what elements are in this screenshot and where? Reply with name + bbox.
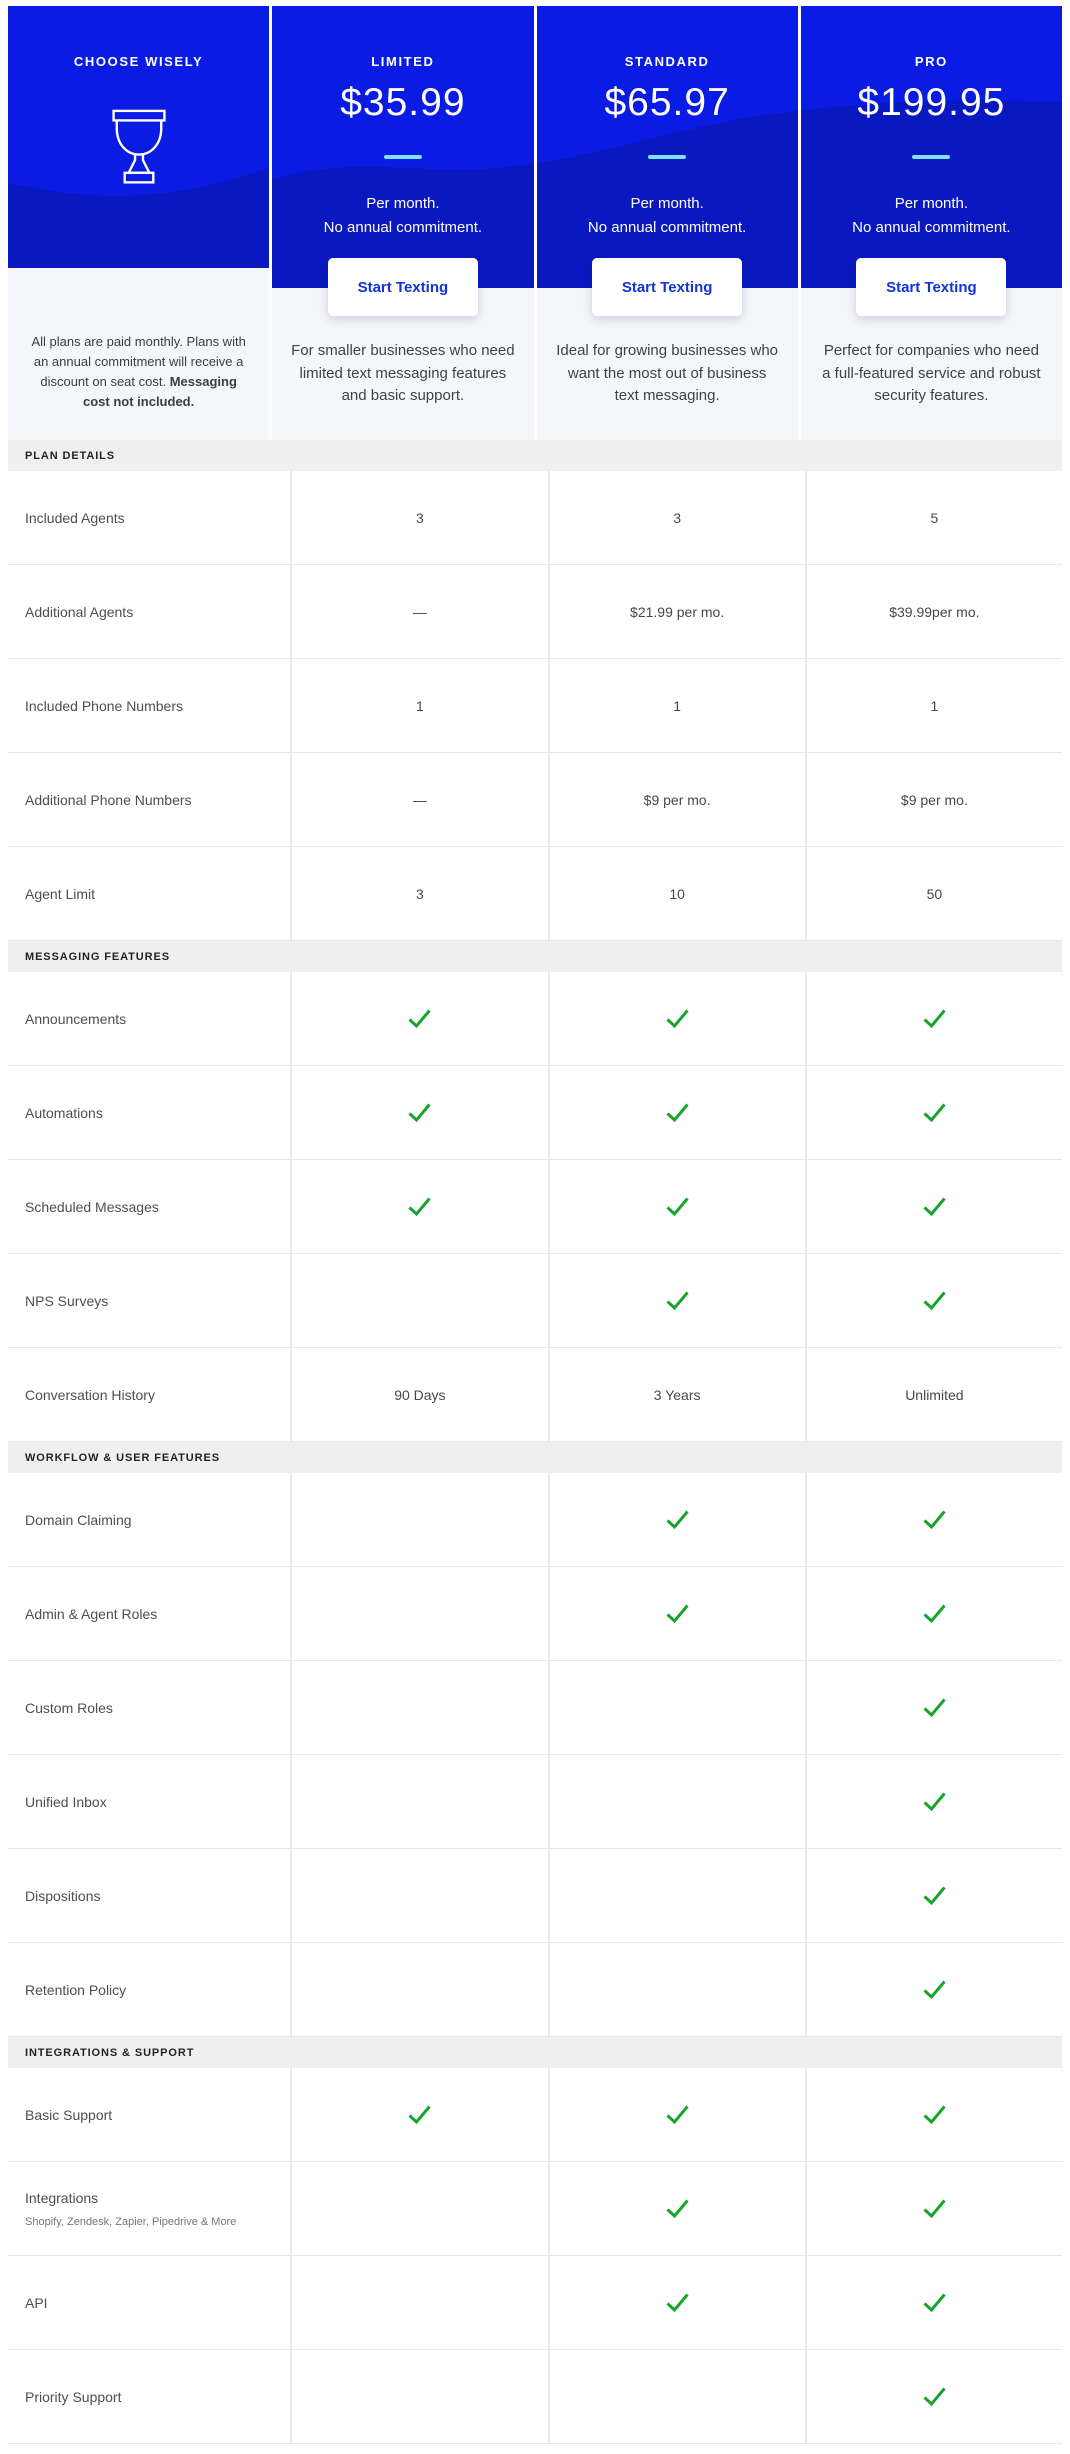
feature-label: Basic Support: [25, 2106, 113, 2123]
feature-label-cell: [8, 753, 290, 846]
plans-header-row: [8, 6, 1062, 440]
plan-description: Ideal for growing businesses who want the most out of business text messaging.: [537, 288, 798, 440]
feature-value-cell: [290, 471, 547, 564]
feature-value: 90 Days: [394, 1386, 446, 1403]
feature-value-cell: [548, 2162, 805, 2255]
check-icon: [922, 1102, 947, 1123]
choose-wisely-title: CHOOSE WISELY: [73, 54, 204, 69]
feature-value-cell: [548, 1849, 805, 1942]
feature-label: Domain Claiming: [25, 1511, 132, 1528]
section-header: [8, 1442, 1062, 1473]
table-row: [8, 1160, 1062, 1254]
feature-value-cell: [548, 2256, 805, 2349]
feature-label: Additional Agents: [25, 603, 134, 620]
feature-value-cell: [805, 2068, 1062, 2161]
plan-price: $35.99: [340, 81, 466, 124]
price-underline: [912, 155, 950, 159]
plan-column-standard: [537, 6, 798, 440]
feature-value-cell: [805, 1473, 1062, 1566]
intro-column: [8, 6, 269, 440]
check-icon: [407, 1008, 432, 1029]
feature-label-cell: [8, 972, 290, 1065]
feature-label: Integrations: [25, 2189, 99, 2206]
feature-value: 10: [669, 885, 685, 902]
feature-value-cell: [548, 1755, 805, 1848]
feature-label-cell: [8, 1661, 290, 1754]
check-icon: [665, 1603, 690, 1624]
check-icon: [665, 1290, 690, 1311]
feature-sublabel: Shopify, Zendesk, Zapier, Pipedrive & More: [25, 2215, 237, 2228]
feature-value-cell: [290, 659, 547, 752]
table-row: [8, 2256, 1062, 2350]
plan-period: Per month. No annual commitment.: [587, 195, 747, 236]
check-icon: [665, 2104, 690, 2125]
feature-value: 3: [673, 509, 682, 526]
table-row: [8, 1473, 1062, 1567]
feature-value-cell: [548, 1473, 805, 1566]
feature-value-cell: [805, 2162, 1062, 2255]
table-row: [8, 565, 1062, 659]
feature-value-cell: [290, 2256, 547, 2349]
section-title: MESSAGING FEATURES: [25, 950, 170, 963]
table-row: [8, 1661, 1062, 1755]
check-icon: [922, 1885, 947, 1906]
check-icon: [407, 2104, 432, 2125]
feature-value-cell: [290, 565, 547, 658]
feature-label: Additional Phone Numbers: [25, 791, 192, 808]
check-icon: [665, 1509, 690, 1530]
feature-value-cell: [290, 2350, 547, 2443]
table-row: [8, 1254, 1062, 1348]
check-icon: [665, 1008, 690, 1029]
feature-value-cell: [548, 1661, 805, 1754]
feature-label: Agent Limit: [25, 885, 96, 902]
feature-value-cell: [290, 1473, 547, 1566]
feature-value: 3: [415, 885, 424, 902]
section-header: [8, 2037, 1062, 2068]
feature-value-cell: [548, 2068, 805, 2161]
plan-panel-limited: [272, 6, 533, 296]
feature-value-cell: [805, 1348, 1062, 1441]
plan-column-limited: [272, 6, 533, 440]
feature-label-cell: [8, 1348, 290, 1441]
feature-label-cell: [8, 2256, 290, 2349]
feature-value-cell: [805, 1567, 1062, 1660]
feature-value-cell: [548, 2350, 805, 2443]
feature-value-cell: [805, 1849, 1062, 1942]
feature-label-cell: [8, 1567, 290, 1660]
feature-label: Admin & Agent Roles: [25, 1605, 158, 1622]
feature-value-cell: [805, 1661, 1062, 1754]
table-row: [8, 1943, 1062, 2037]
check-icon: [665, 1196, 690, 1217]
plan-description: Perfect for companies who need a full-featured service and robust security features.: [801, 288, 1062, 440]
feature-label: Conversation History: [25, 1386, 155, 1403]
feature-value-cell: [548, 1254, 805, 1347]
feature-label-cell: [8, 1849, 290, 1942]
feature-value: $21.99 per mo.: [630, 603, 725, 620]
feature-value-cell: [548, 659, 805, 752]
table-row: [8, 972, 1062, 1066]
feature-label: Scheduled Messages: [25, 1198, 159, 1215]
feature-label: Custom Roles: [25, 1699, 113, 1716]
feature-label-cell: [8, 1755, 290, 1848]
feature-value-cell: [805, 1755, 1062, 1848]
check-icon: [922, 2386, 947, 2407]
feature-label: Included Phone Numbers: [25, 697, 183, 714]
feature-label: API: [25, 2294, 48, 2311]
feature-label: Dispositions: [25, 1887, 101, 1904]
section-header: [8, 440, 1062, 471]
feature-value-cell: [805, 1160, 1062, 1253]
feature-value-cell: [548, 1066, 805, 1159]
feature-value-cell: [290, 1160, 547, 1253]
feature-value-cell: [290, 1254, 547, 1347]
start-texting-button[interactable]: Start Texting: [856, 258, 1006, 316]
feature-value: 50: [926, 885, 943, 902]
table-row: [8, 2162, 1062, 2256]
feature-value-cell: [548, 753, 805, 846]
check-icon: [922, 1509, 947, 1530]
feature-value-cell: [290, 1661, 547, 1754]
feature-value-cell: [290, 1943, 547, 2036]
feature-value: 1: [673, 697, 682, 714]
feature-label: Announcements: [25, 1010, 127, 1027]
price-underline: [648, 155, 686, 159]
feature-label-cell: [8, 2068, 290, 2161]
table-row: [8, 1755, 1062, 1849]
table-row: [8, 753, 1062, 847]
check-icon: [665, 1102, 690, 1123]
plans-note: [8, 268, 269, 440]
plan-period: Per month. No annual commitment.: [323, 195, 483, 236]
feature-value-cell: [290, 972, 547, 1065]
start-texting-button[interactable]: Start Texting: [328, 258, 478, 316]
check-icon: [922, 2104, 947, 2125]
plan-name: PRO: [914, 54, 948, 69]
feature-value-cell: [290, 1755, 547, 1848]
feature-label-cell: [8, 2350, 290, 2443]
section-title: WORKFLOW & USER FEATURES: [25, 1451, 220, 1464]
feature-label: Unified Inbox: [25, 1793, 107, 1810]
feature-value-cell: [548, 972, 805, 1065]
feature-value-cell: [548, 1160, 805, 1253]
plan-description: For smaller businesses who need limited text messaging features and basic support.: [272, 288, 533, 440]
feature-label-cell: [8, 1066, 290, 1159]
plans-note-text: All plans are paid monthly. Plans with an annual commitment will receive a discount on seat cost.: [31, 334, 246, 390]
feature-value-cell: [548, 1348, 805, 1441]
feature-value: 3: [415, 509, 424, 526]
check-icon: [922, 1603, 947, 1624]
table-row: [8, 1849, 1062, 1943]
table-row: [8, 659, 1062, 753]
table-row: [8, 1567, 1062, 1661]
feature-label-cell: [8, 565, 290, 658]
check-icon: [922, 1791, 947, 1812]
feature-value: $39.99per mo.: [889, 603, 980, 620]
feature-label-cell: [8, 2162, 290, 2255]
plan-name: LIMITED: [371, 54, 435, 69]
feature-value-cell: [290, 1567, 547, 1660]
feature-value: —: [412, 603, 427, 620]
feature-value-cell: [805, 847, 1062, 940]
feature-sections: [8, 440, 1062, 2444]
feature-value: Unlimited: [905, 1386, 964, 1403]
feature-value-cell: [290, 2068, 547, 2161]
feature-value: $9 per mo.: [643, 791, 711, 808]
feature-label-cell: [8, 1473, 290, 1566]
feature-label-cell: [8, 847, 290, 940]
feature-value-cell: [548, 471, 805, 564]
feature-label-cell: [8, 1254, 290, 1347]
table-row: [8, 1348, 1062, 1442]
feature-value-cell: [548, 1567, 805, 1660]
plans-note-bold: Messaging cost not included.: [83, 374, 237, 410]
feature-value-cell: [805, 471, 1062, 564]
feature-value: 3 Years: [653, 1386, 701, 1403]
feature-label: Included Agents: [25, 509, 125, 526]
check-icon: [665, 2198, 690, 2219]
check-icon: [922, 1697, 947, 1718]
choose-wisely-panel: [8, 6, 269, 268]
check-icon: [922, 1196, 947, 1217]
feature-value-cell: [290, 2162, 547, 2255]
check-icon: [922, 2198, 947, 2219]
table-row: [8, 471, 1062, 565]
section-title: PLAN DETAILS: [25, 449, 116, 462]
feature-value-cell: [548, 1943, 805, 2036]
feature-value-cell: [805, 2256, 1062, 2349]
check-icon: [922, 1008, 947, 1029]
feature-value-cell: [548, 847, 805, 940]
feature-value-cell: [290, 847, 547, 940]
section-title: INTEGRATIONS & SUPPORT: [25, 2046, 195, 2059]
feature-label: Automations: [25, 1104, 103, 1121]
table-row: [8, 2068, 1062, 2162]
feature-value-cell: [805, 1254, 1062, 1347]
feature-label: NPS Surveys: [25, 1292, 109, 1309]
check-icon: [922, 1290, 947, 1311]
feature-label-cell: [8, 1943, 290, 2036]
table-row: [8, 847, 1062, 941]
table-row: [8, 1066, 1062, 1160]
check-icon: [922, 2292, 947, 2313]
plan-price: $199.95: [857, 81, 1006, 124]
price-underline: [384, 155, 422, 159]
feature-value-cell: [805, 1943, 1062, 2036]
feature-value-cell: [290, 753, 547, 846]
feature-label-cell: [8, 1160, 290, 1253]
feature-value: 1: [415, 697, 424, 714]
plan-price: $65.97: [604, 81, 730, 124]
feature-value-cell: [290, 1348, 547, 1441]
feature-label-cell: [8, 471, 290, 564]
feature-value: $9 per mo.: [900, 791, 968, 808]
trophy-icon: [8, 109, 269, 194]
feature-value: 5: [930, 509, 939, 526]
feature-label-cell: [8, 659, 290, 752]
plan-column-pro: [801, 6, 1062, 440]
plan-period: Per month. No annual commitment.: [852, 195, 1011, 236]
feature-value-cell: [805, 2350, 1062, 2443]
check-icon: [407, 1196, 432, 1217]
feature-value-cell: [805, 659, 1062, 752]
plan-panel-pro: [801, 6, 1062, 296]
feature-value-cell: [290, 1066, 547, 1159]
feature-value: —: [412, 791, 427, 808]
start-texting-button[interactable]: Start Texting: [592, 258, 742, 316]
check-icon: [665, 2292, 690, 2313]
check-icon: [922, 1979, 947, 2000]
section-header: [8, 941, 1062, 972]
feature-value-cell: [805, 1066, 1062, 1159]
table-row: [8, 2350, 1062, 2444]
feature-value: 1: [930, 697, 939, 714]
feature-label: Retention Policy: [25, 1981, 127, 1998]
feature-value-cell: [805, 753, 1062, 846]
feature-value-cell: [548, 565, 805, 658]
feature-value-cell: [290, 1849, 547, 1942]
feature-value-cell: [805, 972, 1062, 1065]
plan-panel-standard: [537, 6, 798, 296]
feature-value-cell: [805, 565, 1062, 658]
plan-name: STANDARD: [624, 54, 710, 69]
feature-label: Priority Support: [25, 2388, 122, 2405]
check-icon: [407, 1102, 432, 1123]
